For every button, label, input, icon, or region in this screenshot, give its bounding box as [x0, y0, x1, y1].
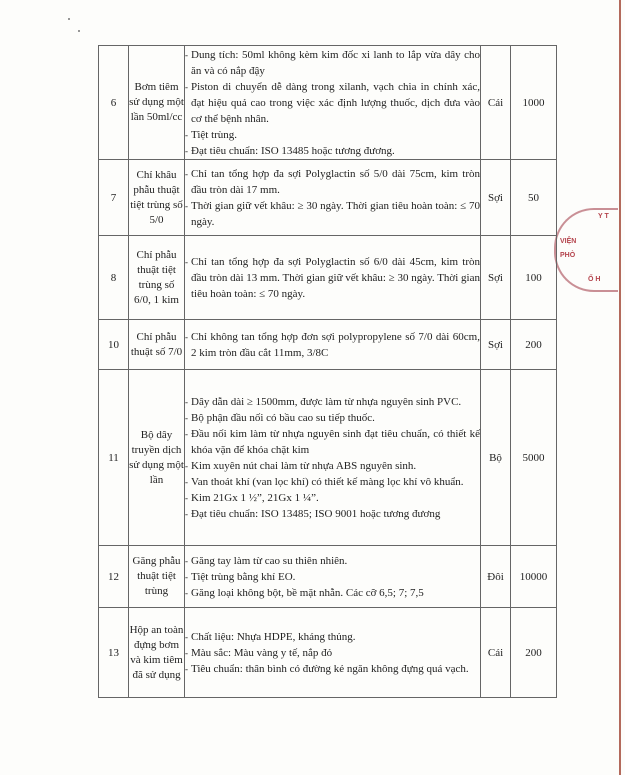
stamp-text: VIỆN: [560, 238, 577, 245]
table-row: [99, 546, 557, 608]
spec-line: - Dây dẫn dài ≥ 1500mm, được làm từ nhựa nguyên sinh PVC.: [191, 394, 480, 410]
table-row: [99, 46, 557, 160]
spec-line: - Đạt tiêu chuẩn: ISO 13485 hoặc tương đương.: [191, 143, 480, 159]
item-unit: Bộ: [481, 370, 511, 546]
spec-line: - Đạt tiêu chuẩn: ISO 13485; ISO 9001 hoặc tương đương: [191, 506, 480, 522]
item-name: Chỉ phẫu thuật số 7/0: [129, 320, 185, 370]
row-number: 7: [99, 160, 129, 236]
spec-line: - Chỉ không tan tổng hợp đơn sợi polypropylene số 7/0 dài 60cm, 2 kim tròn đầu cắt 11mm, 3/8C: [191, 329, 480, 361]
spec-line: - Đầu nối kim làm từ nhựa nguyên sinh đạt tiêu chuẩn, có thiết kế khóa vặn để khóa chặt kim: [191, 426, 480, 458]
item-quantity: 1000: [511, 46, 557, 160]
table-row: [99, 608, 557, 698]
spec-line: - Chỉ tan tổng hợp đa sợi Polyglactin số 6/0 dài 45cm, kim tròn đầu tròn dài 13 mm. Thời gian giữ vết khâu: ≥ 30 ngày. Thời gian tiêu hoàn toàn: ≤ 70 ngày.: [191, 254, 480, 302]
spec-line: - Tiệt trùng.: [191, 127, 480, 143]
scan-speck: [68, 18, 70, 20]
spec-line: - Chỉ tan tổng hợp đa sợi Polyglactin số 5/0 dài 75cm, kim tròn đầu tròn dài 17 mm.: [191, 166, 480, 198]
item-spec: [185, 546, 481, 608]
spec-line: - Màu sắc: Màu vàng y tế, nắp đỏ: [191, 645, 480, 661]
item-name: Găng phẫu thuật tiệt trùng: [129, 546, 185, 608]
item-name: Bơm tiêm sử dụng một lần 50ml/cc: [129, 46, 185, 160]
item-unit: Sợi: [481, 160, 511, 236]
item-name: Chỉ phẫu thuật tiệt trùng số 6/0, 1 kim: [129, 236, 185, 320]
spec-line: - Dung tích: 50ml không kèm kim đốc xi lanh to lắp vừa dây cho ăn và có nắp đậy: [191, 47, 480, 79]
item-quantity: 200: [511, 320, 557, 370]
item-name: Hộp an toàn đựng bơm và kim tiêm đã sử dụng: [129, 608, 185, 698]
spec-line: - Van thoát khí (van lọc khí) có thiết kế màng lọc khí vô khuẩn.: [191, 474, 480, 490]
stamp-text: Ố H: [588, 276, 601, 283]
spec-line: - Chất liệu: Nhựa HDPE, kháng thủng.: [191, 629, 480, 645]
spec-line: - Găng tay làm từ cao su thiên nhiên.: [191, 553, 480, 569]
spec-line: - Kim 21Gx 1 ½”, 21Gx 1 ¼”.: [191, 490, 480, 506]
item-spec: [185, 160, 481, 236]
table-row: [99, 160, 557, 236]
stamp-text: Y T: [598, 213, 609, 220]
item-spec: [185, 46, 481, 160]
item-spec: [185, 236, 481, 320]
row-number: 12: [99, 546, 129, 608]
item-unit: Cái: [481, 608, 511, 698]
item-quantity: 50: [511, 160, 557, 236]
item-name: Chỉ khâu phẫu thuật tiệt trùng số 5/0: [129, 160, 185, 236]
spec-line: - Bộ phận đầu nối có bầu cao su tiếp thuốc.: [191, 410, 480, 426]
item-unit: Đôi: [481, 546, 511, 608]
spec-line: - Tiệt trùng bằng khí EO.: [191, 569, 480, 585]
item-unit: Cái: [481, 46, 511, 160]
item-spec: [185, 608, 481, 698]
page-edge: [619, 0, 621, 775]
spec-line: - Găng loại không bột, bề mặt nhẵn. Các cỡ 6,5; 7; 7,5: [191, 585, 480, 601]
row-number: 13: [99, 608, 129, 698]
stamp-text: PHÒ: [560, 252, 576, 259]
table-row: [99, 320, 557, 370]
table-row: [99, 236, 557, 320]
spec-line: - Tiêu chuẩn: thân bình có đường kẻ ngăn không đựng quá vạch.: [191, 661, 480, 677]
item-unit: Sợi: [481, 236, 511, 320]
item-spec: [185, 320, 481, 370]
table-row: [99, 370, 557, 546]
row-number: 8: [99, 236, 129, 320]
spec-line: - Piston di chuyển dễ dàng trong xilanh, vạch chia in chính xác, đạt hiệu quả cao trong việc xác định lượng thuốc, dịch đưa vào cơ thể bệnh nhân.: [191, 79, 480, 127]
item-quantity: 5000: [511, 370, 557, 546]
item-spec: [185, 370, 481, 546]
item-quantity: 10000: [511, 546, 557, 608]
item-name: Bộ dây truyền dịch sử dụng một lần: [129, 370, 185, 546]
items-table: [98, 45, 557, 698]
scan-speck: [78, 30, 80, 32]
row-number: 6: [99, 46, 129, 160]
row-number: 10: [99, 320, 129, 370]
item-unit: Sợi: [481, 320, 511, 370]
spec-line: - Thời gian giữ vết khâu: ≥ 30 ngày. Thời gian tiêu hoàn toàn: ≤ 70 ngày.: [191, 198, 480, 230]
row-number: 11: [99, 370, 129, 546]
spec-line: - Kim xuyên nút chai làm từ nhựa ABS nguyên sinh.: [191, 458, 480, 474]
item-quantity: 100: [511, 236, 557, 320]
item-quantity: 200: [511, 608, 557, 698]
official-stamp: [554, 208, 618, 292]
